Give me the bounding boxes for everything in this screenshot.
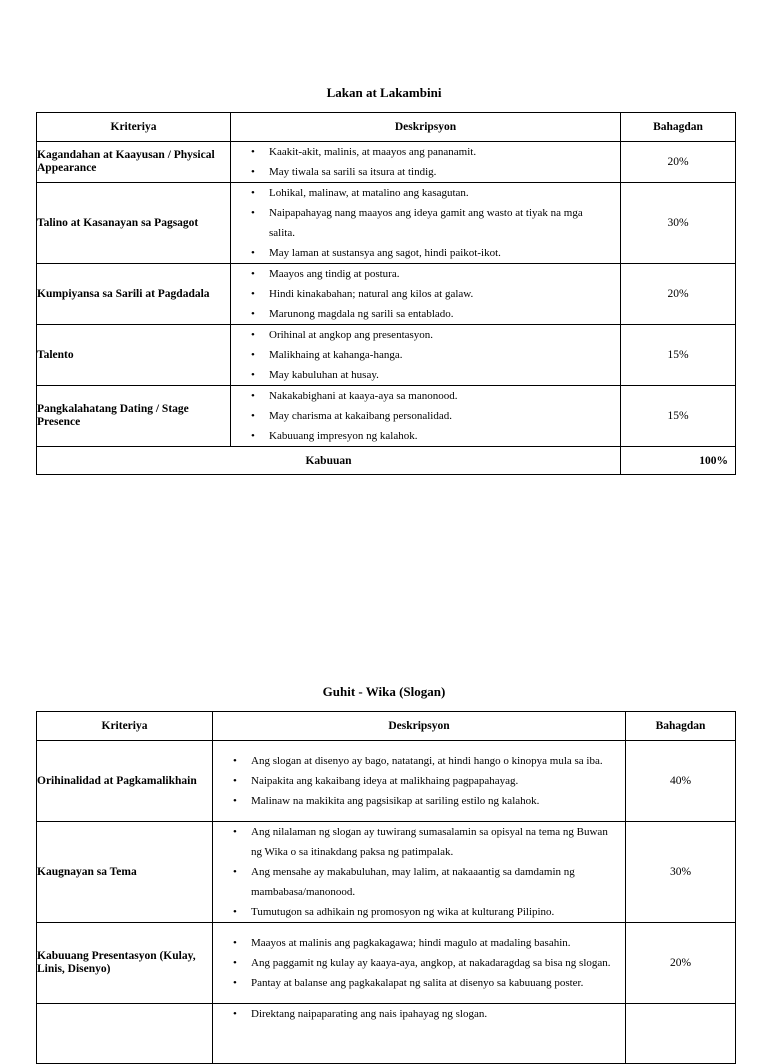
percentage-cell: 20% [621,264,736,325]
percentage-cell: 20% [626,923,736,1004]
list-item: • Maayos at malinis ang pagkakagawa; hindi magulo at madaling basahin. [251,933,613,953]
list-item: • Ang slogan at disenyo ay bago, natatangi, at hindi hango o kinopya mula sa iba. [251,751,613,771]
list-item: • Direktang naipaparating ang nais ipahayag ng slogan. [251,1004,613,1024]
list-item: • Ang nilalaman ng slogan ay tuwirang sumasalamin sa opisyal na tema ng Buwan ng Wika o sa itinakdang paksa ng patimpalak. [251,822,613,862]
criteria-cell: Talino at Kasanayan sa Pagsagot [37,183,231,264]
list-item: • Maayos ang tindig at postura. [269,264,608,284]
table-row [37,822,736,923]
list-item: • Kabuuang impresyon ng kalahok. [269,426,608,446]
list-item: • Tumutugon sa adhikain ng promosyon ng wika at kulturang Pilipino. [251,902,613,922]
table2-title: Guhit - Wika (Slogan) [322,684,446,699]
list-item: • May laman at sustansya ang sagot, hindi paikot-ikot. [269,243,608,263]
list-item: • Naipakita ang kakaibang ideya at malikhaing pagpapahayag. [251,771,613,791]
table1-title: Lakan at Lakambini [326,85,442,100]
header-percentage: Bahagdan [626,712,736,741]
total-label: Kabuuan [37,447,621,475]
header-description: Deskripsyon [213,712,626,741]
table-row [37,386,736,447]
list-item: • Naipapahayag nang maayos ang ideya gamit ang wasto at tiyak na mga salita. [269,203,608,243]
header-description: Deskripsyon [231,113,621,142]
percentage-cell: 30% [621,183,736,264]
description-cell [231,183,621,264]
table-row [37,142,736,183]
criteria-cell: Kabuuang Presentasyon (Kulay, Linis, Disenyo) [37,923,213,1004]
header-criteria: Kriteriya [37,712,213,741]
description-cell [213,923,626,1004]
header-criteria: Kriteriya [37,113,231,142]
list-item: • May charisma at kakaibang personalidad. [269,406,608,426]
description-cell [231,386,621,447]
table-row [37,325,736,386]
list-item: • Ang paggamit ng kulay ay kaaya-aya, angkop, at nakadaragdag sa bisa ng slogan. [251,953,613,973]
list-item: • Kaakit-akit, malinis, at maayos ang pananamit. [269,142,608,162]
percentage-cell: 30% [626,822,736,923]
list-item: • Lohikal, malinaw, at matalino ang kasagutan. [269,183,608,203]
criteria-cell: Talento [37,325,231,386]
percentage-cell: 15% [621,386,736,447]
list-item: • Marunong magdala ng sarili sa entablado. [269,304,608,324]
table1-rubric [36,112,736,475]
list-item: • Malinaw na makikita ang pagsisikap at sariling estilo ng kalahok. [251,791,613,811]
criteria-cell: Orihinalidad at Pagkamalikhain [37,741,213,822]
description-cell [213,822,626,923]
list-item: • Orihinal at angkop ang presentasyon. [269,325,608,345]
description-cell [213,741,626,822]
list-item: • Hindi kinakabahan; natural ang kilos at galaw. [269,284,608,304]
percentage-cell: 20% [621,142,736,183]
description-cell [213,1004,626,1064]
list-item: • May tiwala sa sarili sa itsura at tindig. [269,162,608,182]
table-row [37,183,736,264]
criteria-cell [37,1004,213,1064]
table-row [37,264,736,325]
list-item: • Ang mensahe ay makabuluhan, may lalim, at nakaaantig sa damdamin ng mambabasa/manonood. [251,862,613,902]
list-item: • Nakakabighani at kaaya-aya sa manonood. [269,386,608,406]
table-row [37,1004,736,1064]
list-item: • Malikhaing at kahanga-hanga. [269,345,608,365]
description-cell [231,325,621,386]
criteria-cell: Kagandahan at Kaayusan / Physical Appearance [37,142,231,183]
criteria-cell: Pangkalahatang Dating / Stage Presence [37,386,231,447]
description-cell [231,142,621,183]
description-cell [231,264,621,325]
list-item: • Pantay at balanse ang pagkakalapat ng salita at disenyo sa kabuuang poster. [251,973,613,993]
percentage-cell [626,1004,736,1064]
percentage-cell: 40% [626,741,736,822]
table1-header-row [37,113,736,142]
total-value: 100% [621,447,736,475]
percentage-cell: 15% [621,325,736,386]
list-item: • May kabuluhan at husay. [269,365,608,385]
table2-rubric [36,711,736,1064]
criteria-cell: Kaugnayan sa Tema [37,822,213,923]
table-row [37,923,736,1004]
table2-header-row [37,712,736,741]
criteria-cell: Kumpiyansa sa Sarili at Pagdadala [37,264,231,325]
total-row [37,447,736,475]
table-row [37,741,736,822]
header-percentage: Bahagdan [621,113,736,142]
